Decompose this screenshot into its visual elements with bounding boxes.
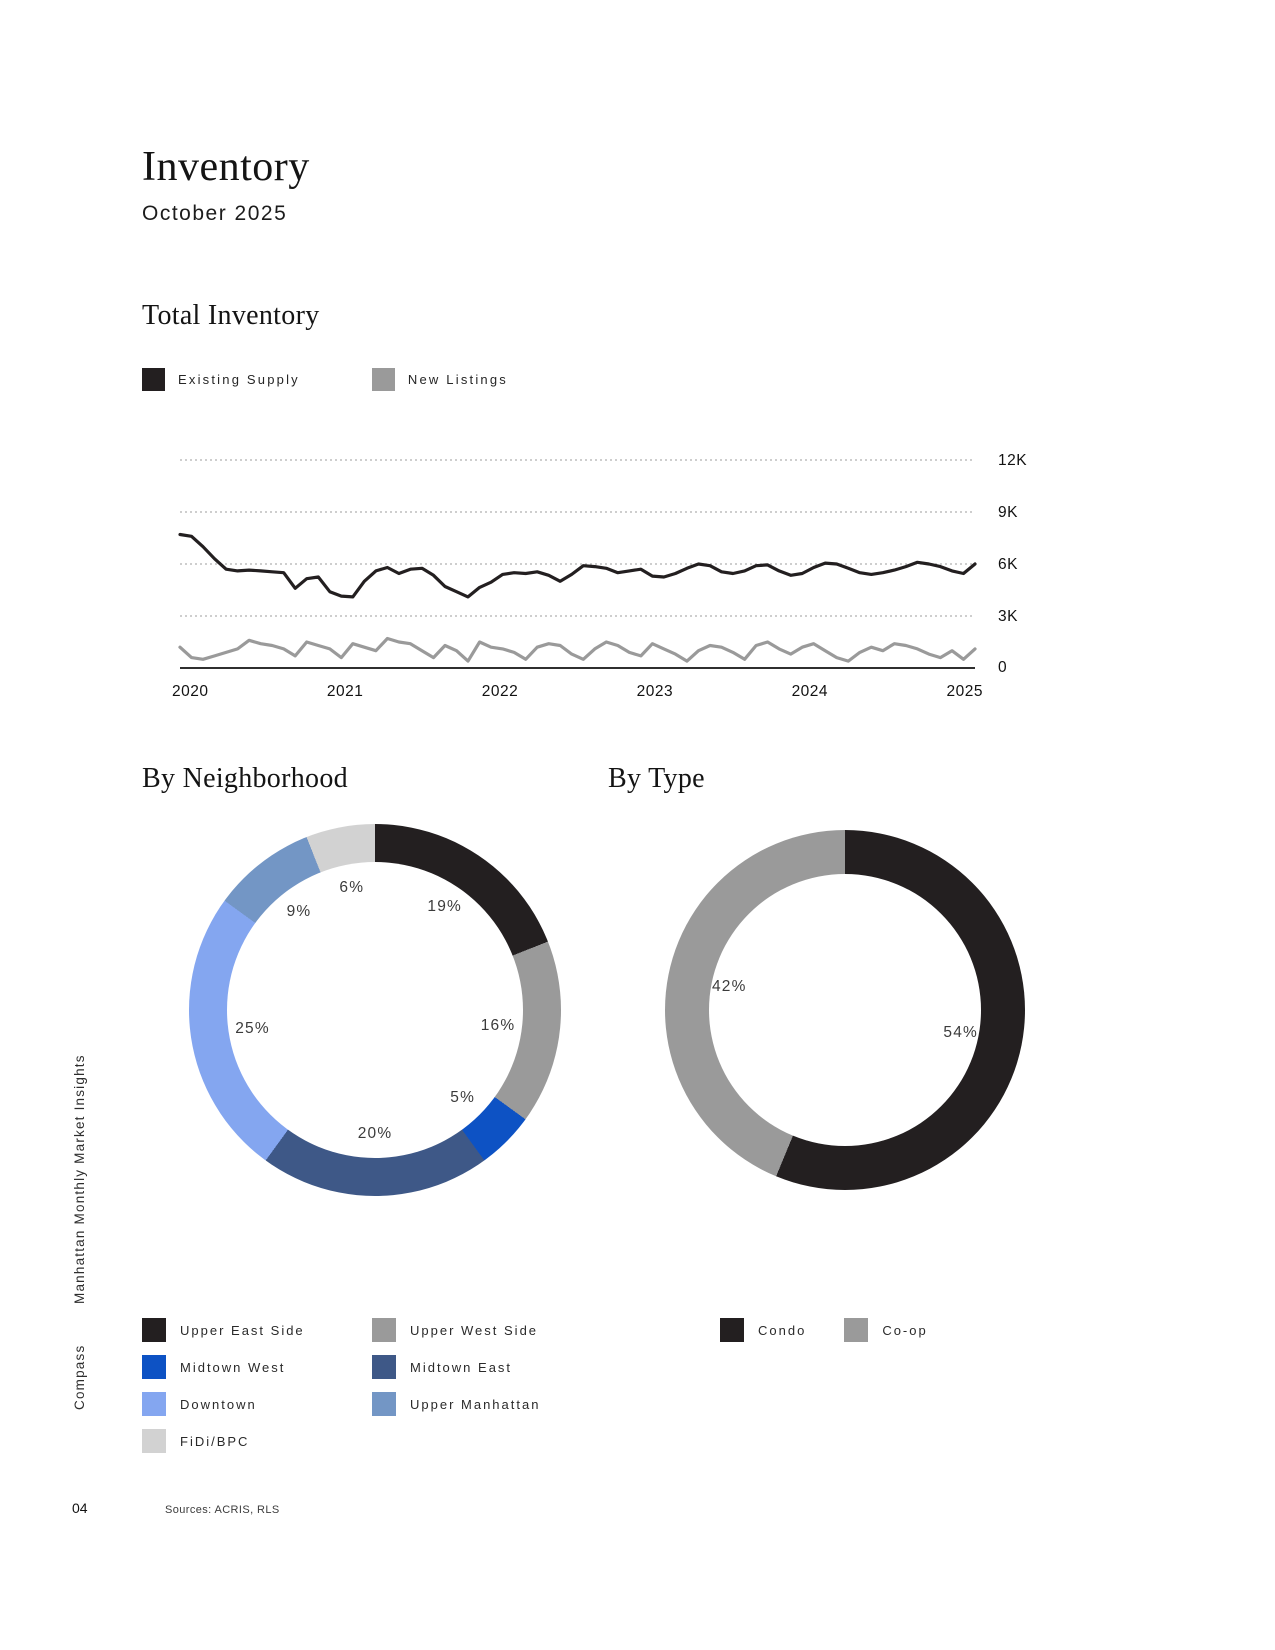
legend-label: Midtown East — [410, 1359, 513, 1375]
y-tick: 0 — [998, 659, 1008, 676]
donut-slice-label: 54% — [943, 1024, 978, 1041]
donut-slice-label: 5% — [450, 1088, 476, 1106]
y-tick: 9K — [998, 504, 1018, 521]
by-type-heading: By Type — [608, 763, 705, 794]
type-donut-chart — [665, 830, 1025, 1190]
legend-item-existing-supply — [142, 368, 300, 391]
legend-label: Condo — [758, 1322, 807, 1338]
midtown-west-swatch — [142, 1355, 166, 1379]
legend-item-upper-west-side — [372, 1318, 632, 1342]
donut-slice-label: 20% — [357, 1125, 393, 1142]
midtown-east-swatch — [372, 1355, 396, 1379]
co-op-swatch — [844, 1318, 868, 1342]
donut-slice-label: 19% — [427, 898, 462, 916]
legend-label: Midtown West — [180, 1359, 286, 1375]
legend-label: Upper Manhattan — [410, 1396, 541, 1412]
y-tick: 6K — [998, 556, 1018, 573]
x-tick: 2020 — [172, 683, 209, 700]
legend-label: Downtown — [180, 1396, 257, 1412]
neighborhood-legend — [142, 1318, 632, 1453]
donut-slice-label: 25% — [235, 1020, 270, 1038]
legend-item-condo — [720, 1318, 806, 1342]
legend-item-co-op — [844, 1318, 927, 1342]
y-tick: 12K — [998, 452, 1028, 469]
x-tick: 2025 — [946, 683, 983, 700]
donut-slice-label: 16% — [480, 1016, 516, 1034]
legend-label: Existing Supply — [178, 372, 300, 387]
by-neighborhood-heading: By Neighborhood — [142, 763, 348, 794]
total-inventory-heading: Total Inventory — [142, 300, 320, 331]
y-tick: 3K — [998, 608, 1018, 625]
condo-swatch — [720, 1318, 744, 1342]
y-axis-labels — [998, 425, 1058, 675]
x-axis-labels — [172, 683, 983, 701]
legend-item-upper-east-side — [142, 1318, 372, 1342]
total-inventory-line-chart — [180, 425, 975, 675]
donut-hole — [709, 874, 981, 1146]
legend-label: Co-op — [882, 1322, 928, 1338]
upper-west-side-swatch — [372, 1318, 396, 1342]
legend-label: Upper West Side — [410, 1322, 539, 1338]
existing-supply-swatch — [142, 368, 165, 391]
type-legend — [720, 1318, 928, 1342]
new-listings-swatch — [372, 368, 395, 391]
legend-item-midtown-east — [372, 1355, 632, 1379]
page-subtitle: October 2025 — [142, 202, 288, 225]
donut-slice-label: 42% — [711, 978, 747, 995]
donut-hole — [227, 862, 523, 1158]
x-tick: 2024 — [791, 683, 829, 700]
upper-east-side-swatch — [142, 1318, 166, 1342]
legend-label: FiDi/BPC — [180, 1433, 250, 1449]
donut-slice-label: 9% — [286, 903, 312, 920]
upper-manhattan-swatch — [372, 1392, 396, 1416]
legend-item-downtown — [142, 1392, 372, 1416]
legend-item-new-listings — [372, 368, 508, 391]
legend-item-upper-manhattan — [372, 1392, 632, 1416]
legend-label: Upper East Side — [180, 1322, 305, 1338]
legend-item-midtown-west — [142, 1355, 372, 1379]
sidebar-report-title: Manhattan Monthly Market Insights — [72, 1054, 87, 1304]
fidi-bpc-swatch — [142, 1429, 166, 1453]
sidebar-brand: Compass — [72, 1344, 87, 1410]
x-tick: 2021 — [326, 683, 364, 700]
legend-label: New Listings — [407, 372, 508, 387]
downtown-swatch — [142, 1392, 166, 1416]
x-tick: 2022 — [481, 683, 519, 700]
x-tick: 2023 — [636, 683, 674, 700]
donut-slice-label: 6% — [339, 879, 365, 897]
legend-item-fidi-bpc — [142, 1429, 372, 1453]
page-number: 04 — [72, 1500, 88, 1516]
line-chart-legend — [142, 368, 508, 391]
sources-note: Sources: ACRIS, RLS — [165, 1504, 280, 1516]
neighborhood-donut-chart — [189, 824, 561, 1196]
page-title: Inventory — [142, 144, 310, 190]
total-inventory-chart-area — [172, 425, 1028, 700]
